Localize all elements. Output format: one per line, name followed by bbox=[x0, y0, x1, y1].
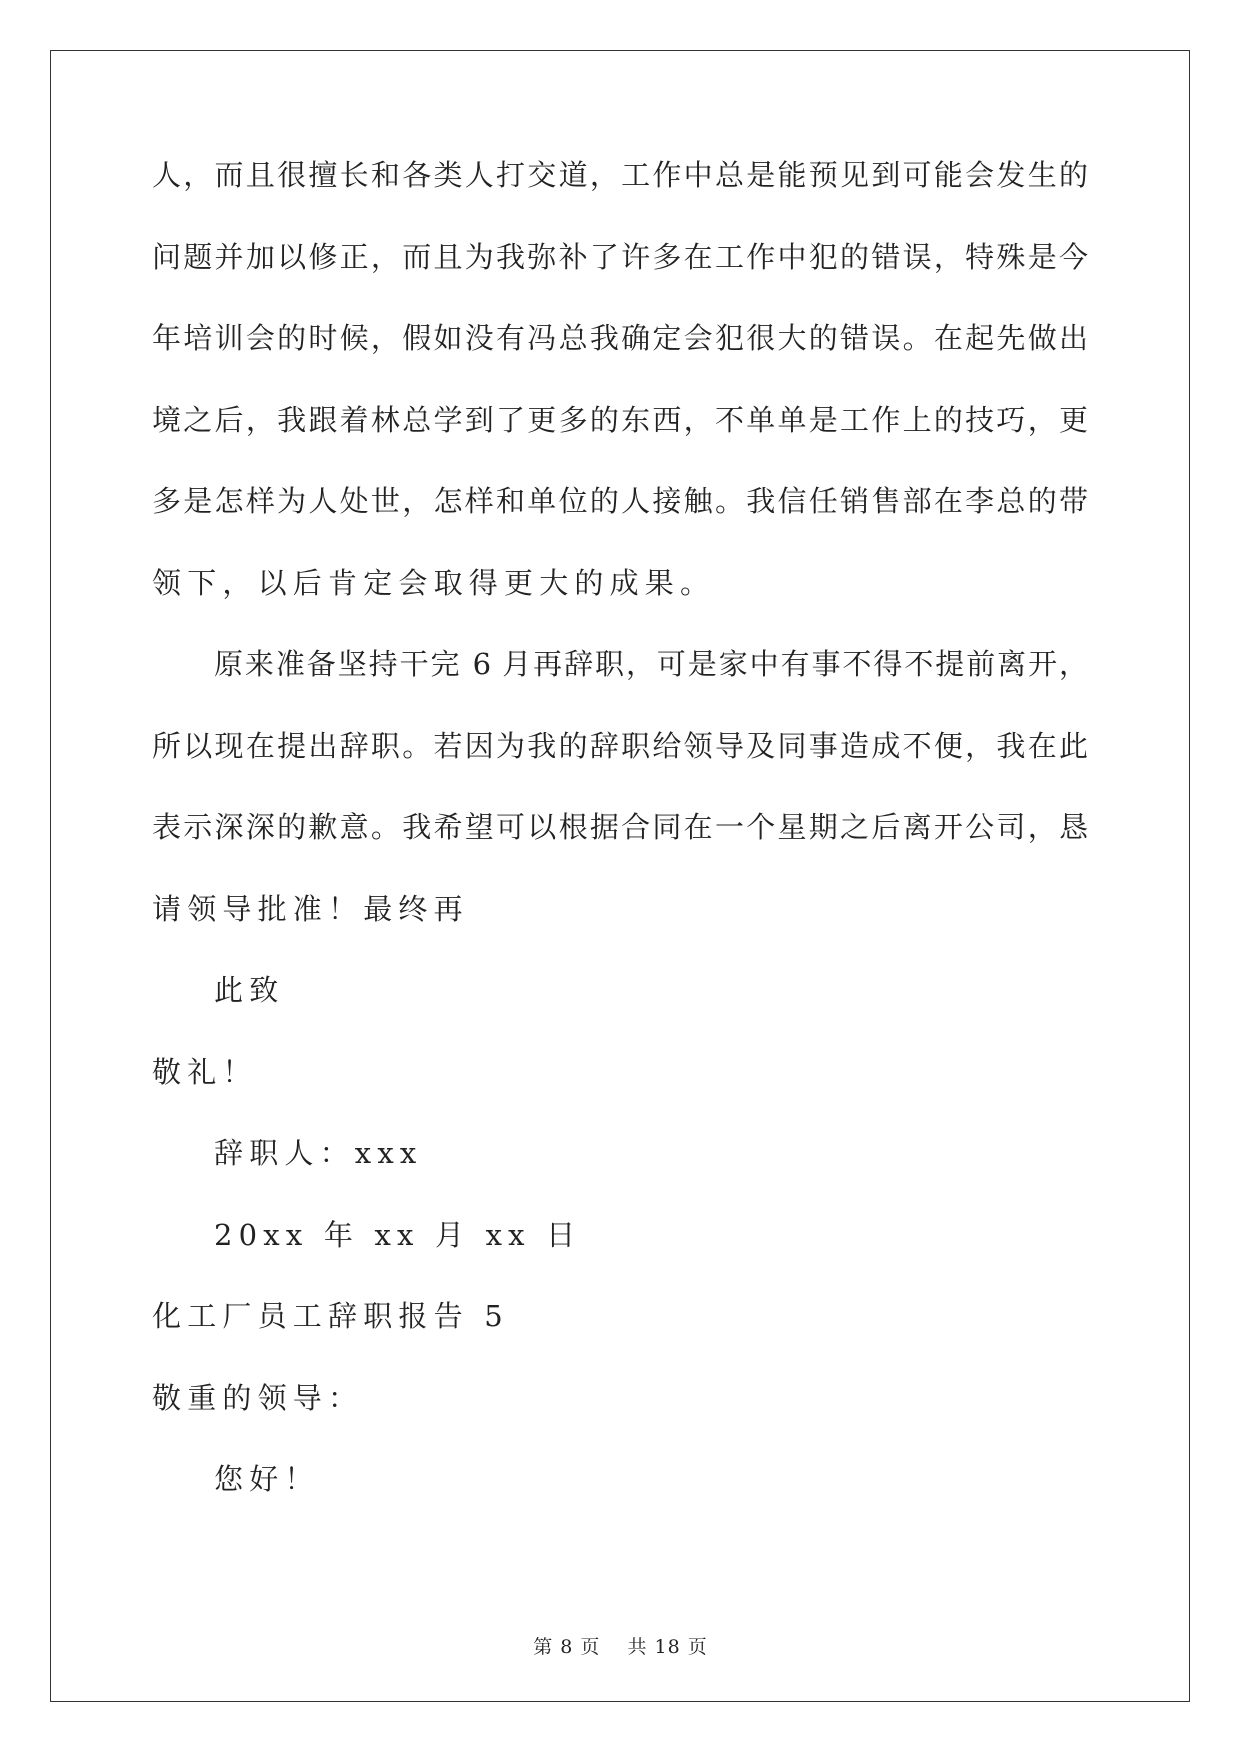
text-line: 人，而且很擅长和各类人打交道，工作中总是能预见到可能会发生的 bbox=[152, 158, 1088, 192]
page-footer bbox=[0, 1632, 1241, 1659]
text-line: 表示深深的歉意。我希望可以根据合同在一个星期之后离开公司，恳 bbox=[152, 810, 1088, 844]
text-line: 问题并加以修正，而且为我弥补了许多在工作中犯的错误，特殊是今 bbox=[152, 239, 1088, 274]
text-line: 领下，以后肯定会取得更大的成果。 bbox=[152, 565, 716, 600]
text-line: 所以现在提出辞职。若因为我的辞职给领导及同事造成不便，我在此 bbox=[152, 728, 1088, 763]
text-line: 多是怎样为人处世，怎样和单位的人接触。我信任销售部在李总的带 bbox=[152, 484, 1088, 518]
closing-salute: 敬礼！ bbox=[152, 1054, 258, 1089]
paragraph-2 bbox=[152, 649, 1088, 975]
page-number: 第 8 页 bbox=[533, 1636, 601, 1658]
signer-line: 辞职人：xxx bbox=[214, 1136, 423, 1170]
text-line: 年培训会的时候，假如没有冯总我确定会犯很大的错误。在起先做出 bbox=[152, 321, 1088, 355]
text-line: 请领导批准！最终再 bbox=[152, 891, 469, 926]
document-body bbox=[152, 160, 1088, 1546]
text-line: 原来准备坚持干完 6 月再辞职，可是家中有事不得不提前离开， bbox=[214, 647, 1088, 681]
section-title: 化工厂员工辞职报告 5 bbox=[152, 1299, 509, 1333]
salutation: 敬重的领导： bbox=[152, 1380, 364, 1415]
page-total: 共 18 页 bbox=[627, 1636, 708, 1658]
paragraph-1 bbox=[152, 160, 1088, 649]
closing-to: 此致 bbox=[214, 973, 285, 1007]
text-line: 境之后，我跟着林总学到了更多的东西，不单单是工作上的技巧，更 bbox=[152, 402, 1088, 437]
greeting: 您好！ bbox=[214, 1462, 320, 1496]
date-line: 20xx 年 xx 月 xx 日 bbox=[214, 1217, 582, 1252]
